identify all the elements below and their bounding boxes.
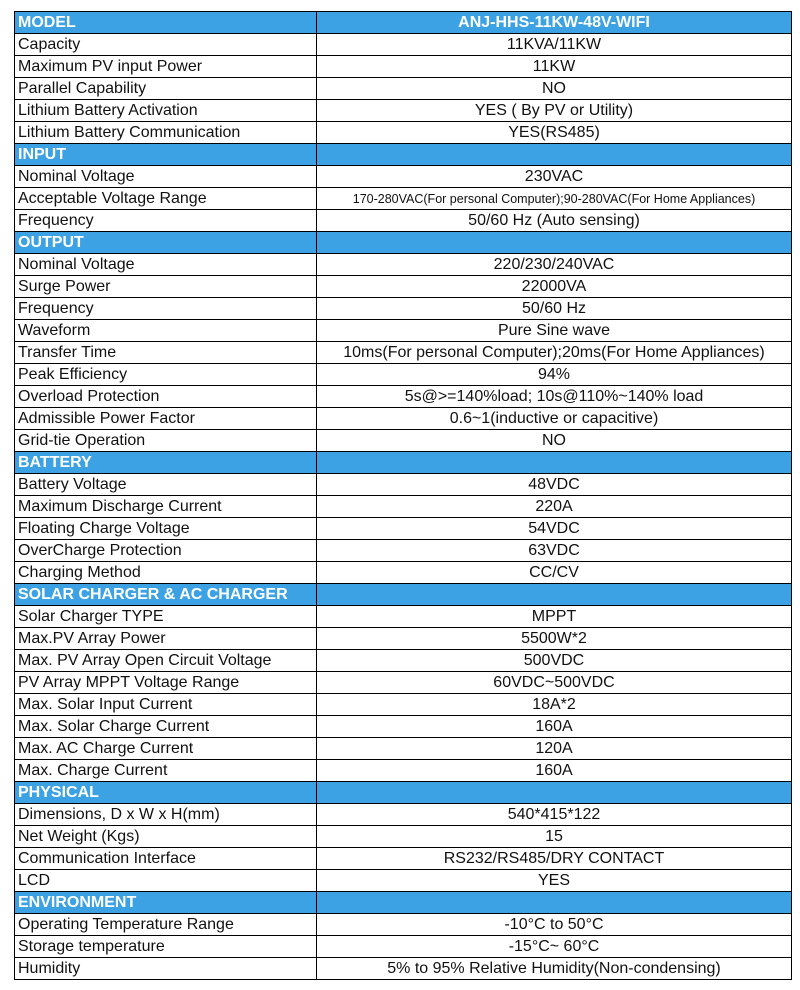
spec-value: 10ms(For personal Computer);20ms(For Home Appliances)	[317, 342, 792, 364]
spec-label: Lithium Battery Activation	[15, 100, 317, 122]
spec-label: Surge Power	[15, 276, 317, 298]
section-title: BATTERY	[15, 452, 317, 474]
spec-row	[15, 760, 792, 782]
spec-row	[15, 694, 792, 716]
spec-row	[15, 276, 792, 298]
spec-row	[15, 56, 792, 78]
spec-label: Operating Temperature Range	[15, 914, 317, 936]
section-header-physical	[15, 782, 792, 804]
spec-value: 540*415*122	[317, 804, 792, 826]
section-header-model	[15, 12, 792, 34]
spec-label: Grid-tie Operation	[15, 430, 317, 452]
spec-value: 54VDC	[317, 518, 792, 540]
spec-label: Max.PV Array Power	[15, 628, 317, 650]
spec-label: Storage temperature	[15, 936, 317, 958]
spec-row	[15, 430, 792, 452]
spec-value: YES(RS485)	[317, 122, 792, 144]
spec-label: Max. Solar Charge Current	[15, 716, 317, 738]
spec-value: 18A*2	[317, 694, 792, 716]
spec-row	[15, 936, 792, 958]
spec-label: Battery Voltage	[15, 474, 317, 496]
spec-row	[15, 320, 792, 342]
spec-value: 60VDC~500VDC	[317, 672, 792, 694]
spec-label: Frequency	[15, 298, 317, 320]
spec-label: Nominal Voltage	[15, 254, 317, 276]
spec-label: Humidity	[15, 958, 317, 980]
spec-label: Nominal Voltage	[15, 166, 317, 188]
spec-value: 160A	[317, 716, 792, 738]
spec-row	[15, 408, 792, 430]
spec-label: Max. AC Charge Current	[15, 738, 317, 760]
spec-label: Overload Protection	[15, 386, 317, 408]
spec-value: 11KW	[317, 56, 792, 78]
spec-row	[15, 474, 792, 496]
spec-label: Floating Charge Voltage	[15, 518, 317, 540]
spec-label: Max. Solar Input Current	[15, 694, 317, 716]
section-title: PHYSICAL	[15, 782, 317, 804]
spec-row	[15, 804, 792, 826]
spec-label: Communication Interface	[15, 848, 317, 870]
section-title: INPUT	[15, 144, 317, 166]
spec-row	[15, 606, 792, 628]
spec-value: NO	[317, 430, 792, 452]
spec-label: Max. Charge Current	[15, 760, 317, 782]
spec-label: Capacity	[15, 34, 317, 56]
section-value	[317, 452, 792, 474]
section-header-output	[15, 232, 792, 254]
spec-value: 50/60 Hz (Auto sensing)	[317, 210, 792, 232]
spec-row	[15, 826, 792, 848]
section-value	[317, 782, 792, 804]
spec-label: Peak Efficiency	[15, 364, 317, 386]
section-title: OUTPUT	[15, 232, 317, 254]
spec-value: 120A	[317, 738, 792, 760]
spec-value: 170-280VAC(For personal Computer);90-280VAC(For Home Appliances)	[317, 188, 792, 210]
spec-label: Transfer Time	[15, 342, 317, 364]
spec-value: 500VDC	[317, 650, 792, 672]
spec-row	[15, 78, 792, 100]
spec-row	[15, 122, 792, 144]
spec-value: 160A	[317, 760, 792, 782]
spec-value: -10°C to 50°C	[317, 914, 792, 936]
section-header-input	[15, 144, 792, 166]
spec-label: Lithium Battery Communication	[15, 122, 317, 144]
spec-row	[15, 628, 792, 650]
spec-row	[15, 496, 792, 518]
spec-label: OverCharge Protection	[15, 540, 317, 562]
spec-row	[15, 34, 792, 56]
section-title: SOLAR CHARGER & AC CHARGER	[15, 584, 317, 606]
section-title: ENVIRONMENT	[15, 892, 317, 914]
spec-row	[15, 650, 792, 672]
spec-row	[15, 738, 792, 760]
spec-value: RS232/RS485/DRY CONTACT	[317, 848, 792, 870]
section-value	[317, 892, 792, 914]
spec-value: Pure Sine wave	[317, 320, 792, 342]
spec-row	[15, 254, 792, 276]
spec-row	[15, 386, 792, 408]
section-header-environment	[15, 892, 792, 914]
spec-value: 5s@>=140%load; 10s@110%~140% load	[317, 386, 792, 408]
spec-row	[15, 958, 792, 980]
spec-value: 5500W*2	[317, 628, 792, 650]
spec-row	[15, 188, 792, 210]
spec-label: Parallel Capability	[15, 78, 317, 100]
spec-value: YES	[317, 870, 792, 892]
spec-row	[15, 518, 792, 540]
spec-row	[15, 342, 792, 364]
spec-value: CC/CV	[317, 562, 792, 584]
section-value	[317, 144, 792, 166]
spec-label: Waveform	[15, 320, 317, 342]
spec-value: 0.6~1(inductive or capacitive)	[317, 408, 792, 430]
section-header-solar-charger-ac-charger	[15, 584, 792, 606]
spec-label: Maximum PV input Power	[15, 56, 317, 78]
spec-value: 5% to 95% Relative Humidity(Non-condensing)	[317, 958, 792, 980]
spec-row	[15, 166, 792, 188]
spec-value: 220/230/240VAC	[317, 254, 792, 276]
spec-label: Charging Method	[15, 562, 317, 584]
spec-row	[15, 716, 792, 738]
spec-label: Admissible Power Factor	[15, 408, 317, 430]
spec-row	[15, 100, 792, 122]
spec-label: Solar Charger TYPE	[15, 606, 317, 628]
spec-value: -15°C~ 60°C	[317, 936, 792, 958]
spec-row	[15, 540, 792, 562]
spec-label: Dimensions, D x W x H(mm)	[15, 804, 317, 826]
spec-table	[14, 11, 792, 980]
spec-row	[15, 848, 792, 870]
spec-value: NO	[317, 78, 792, 100]
spec-value: 22000VA	[317, 276, 792, 298]
spec-value: 220A	[317, 496, 792, 518]
section-value	[317, 232, 792, 254]
spec-value: MPPT	[317, 606, 792, 628]
spec-value: YES ( By PV or Utility)	[317, 100, 792, 122]
spec-label: Frequency	[15, 210, 317, 232]
spec-row	[15, 210, 792, 232]
spec-row	[15, 914, 792, 936]
section-value: ANJ-HHS-11KW-48V-WIFI	[317, 12, 792, 34]
spec-value: 15	[317, 826, 792, 848]
spec-label: PV Array MPPT Voltage Range	[15, 672, 317, 694]
spec-label: Acceptable Voltage Range	[15, 188, 317, 210]
section-title: MODEL	[15, 12, 317, 34]
spec-row	[15, 672, 792, 694]
section-value	[317, 584, 792, 606]
spec-row	[15, 562, 792, 584]
spec-label: LCD	[15, 870, 317, 892]
spec-value: 50/60 Hz	[317, 298, 792, 320]
spec-label: Net Weight (Kgs)	[15, 826, 317, 848]
spec-row	[15, 298, 792, 320]
spec-value: 63VDC	[317, 540, 792, 562]
spec-label: Maximum Discharge Current	[15, 496, 317, 518]
section-header-battery	[15, 452, 792, 474]
spec-row	[15, 364, 792, 386]
spec-value: 48VDC	[317, 474, 792, 496]
spec-label: Max. PV Array Open Circuit Voltage	[15, 650, 317, 672]
spec-value: 11KVA/11KW	[317, 34, 792, 56]
spec-row	[15, 870, 792, 892]
spec-table-body	[15, 12, 792, 980]
spec-value: 94%	[317, 364, 792, 386]
spec-value: 230VAC	[317, 166, 792, 188]
